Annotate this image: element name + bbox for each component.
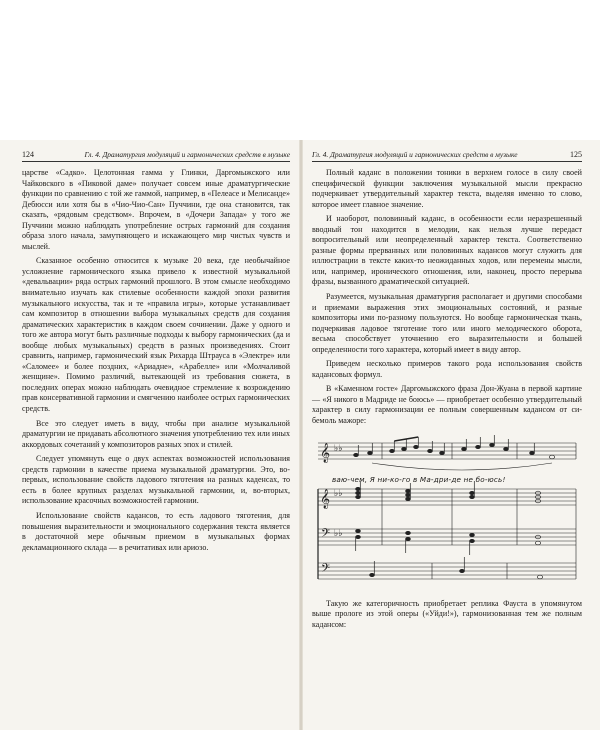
left-page-number: 124	[22, 150, 34, 159]
right-page	[312, 150, 582, 630]
score-lyrics	[332, 475, 572, 486]
left-paragraph-5: Использование свойств кадансов, то есть ладового тяготения, для повышения выразительности и эмоционального содержания текста является в достаточной мере обычным приемом в музыкальных формах декламационного склада — в речитативах или ариозо.	[22, 510, 290, 552]
music-score-figure	[312, 433, 582, 591]
right-paragraph-1: Полный каданс в положении тоники в верхнем голосе в силу своей специфической функции заключения музыкальной мысли прекрасно подчеркивает утвердительный характер текста, выделяя именно то слово, которое имеет главное значение.	[312, 168, 582, 209]
left-paragraph-2: Сказанное особенно относится к музыке 20 века, где необычайное усложнение гармонического языка привело к известной музыкальной «девальвации» ряда острых гармоний прошлого. В этом смысле необходимо внимательно изучать как стилевые особенности каждой эпохи развития музыкального искусства, так и те «правила игры», которые устанавливает сам композитор в отношении выбора музыкальных средств для создания драматических характеристик в каждом своем сочинении. Даже у одного и того же автора могут быть различные подходы к выбору гармонических (да и вообще любых музыкальных) средств в разных произведениях. Стоит сравнить, например, гармонический язык Рихарда Штрауса в «Электре» или «Саломее» и более поздних, «Ариадне», «Арабелле» или «Молчаливой женщине». Помимо различий, вытекающей из требования сюжета, в последних операх можно наблюдать очевидное стремление к возрождению прав консервативной гармонии и смягчению наиболее острых гармонических средств.	[22, 256, 290, 414]
left-paragraph-3: Все это следует иметь в виду, чтобы при анализе музыкальной драматургии не придавать абсолютного значения употреблению тех или иных аккордовых сочетаний у композиторов разных эпох и стилей.	[22, 418, 290, 449]
left-paragraph-1: царстве «Садко». Целотонная гамма у Глинки, Даргомыжского или Чайковского в «Пиковой даме» получает совсем иные драматургические функции по сравнению с той же гаммой, например, в «Пелеасе и Мелисанде» Дебюсси или хотя бы в «Чио-Чио-Сан» Пуччини, где она становится, так сказать, «рядовым средством». Впрочем, в «Дочери Запада» у того же Пуччини можно наблюдать употребление острых гармоний для создания образа злого начала, замутняющего и искажающего мир чистых чувств и мыслей.	[22, 168, 290, 251]
left-page	[22, 150, 290, 553]
svg-text:♭♭: ♭♭	[334, 528, 343, 539]
svg-text:𝄞: 𝄞	[320, 442, 331, 463]
music-example	[312, 433, 582, 591]
score-lyric-text: Я ни-ко-го в Ма-дри-де не бо-юсь!	[369, 474, 506, 484]
score-lyric-start: ваю-чем,	[332, 474, 368, 484]
right-paragraph-5: В «Каменном госте» Даргомыжского фраза Дон-Жуана в первой картине — «Я никого в Мадриде не боюсь» — приобретает особенно утвердительный характер в силу гармонизации ее полным совершенным кадансом от си-бемоль мажоре:	[312, 384, 582, 426]
right-page-number: 125	[570, 150, 582, 159]
left-paragraph-4: Следует упомянуть еще о двух аспектах возможностей использования средств гармонии в качестве приема музыкальной драматургии. Это, во-первых, использование свойств ладового тяготения на разных каденсах, то есть в более крупных разделах музыкальной гармонии, и, во-вторых, использование красочных возможностей гармонии.	[22, 454, 290, 506]
right-page-header	[312, 150, 582, 162]
book-gutter	[299, 140, 303, 730]
right-paragraph-3: Разумеется, музыкальная драматургия располагает и другими способами и приемами выражения этих эмоциональных состояний, и разные композиторы ими по-разному пользуются. Но вообще гармоническая ткань, подчеркивая ладовое тяготение того или иного мелодического оборота, весьма способствует уточнению его выразительности и большей определенности того характера, который имеет в виду автор.	[312, 292, 582, 354]
right-paragraph-4: Приведем несколько примеров такого рода использования свойств кадансовых формул.	[312, 359, 582, 379]
svg-text:𝄢: 𝄢	[321, 526, 331, 543]
right-paragraph-6: Такую же категоричность приобретает реплика Фауста в упомянутом выше прологе из этой оперы («Уйди!»), гармонизованная тем же полным кадансом:	[312, 598, 582, 629]
right-running-title: Гл. 4. Драматургия модуляций и гармонических средств в музыке	[312, 150, 518, 159]
svg-text:♭♭: ♭♭	[334, 488, 343, 499]
left-running-title: Гл. 4. Драматургия модуляций и гармонических средств в музыке	[84, 150, 290, 159]
svg-text:𝄢: 𝄢	[321, 561, 331, 578]
left-page-header	[22, 150, 290, 162]
svg-text:𝄞: 𝄞	[320, 488, 331, 509]
right-paragraph-2: И наоборот, половинный каданс, в особенности если неразрешенный вводный тон находится в мелодии, как нельзя лучше передаст вопросительный или неопределенный характер текста. Соответственно разные формы прерванных или половинных кадансов могут служить для иллюстрации в тексте каких-то неожиданных ходов, или перемены мысли, или, например, иронического отношения, или, наконец, просто перерыва фразы, вызванного драматической ситуацией.	[312, 214, 582, 287]
svg-text:♭♭: ♭♭	[334, 443, 343, 454]
